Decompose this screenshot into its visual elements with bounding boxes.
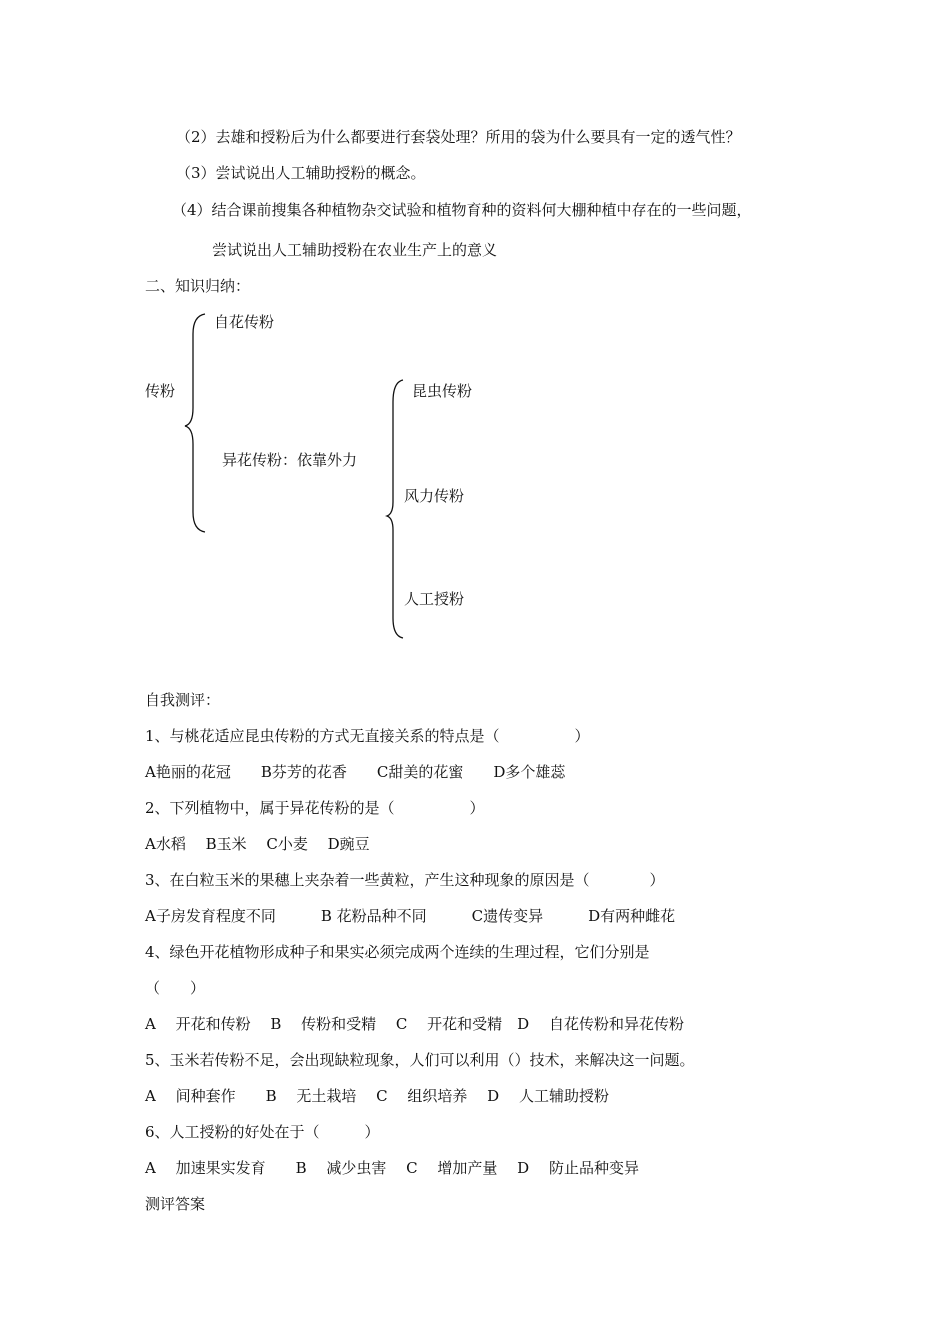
summary-root-label: 传粉 xyxy=(145,382,176,400)
quiz-1-question: 1、与桃花适应昆虫传粉的方式无直接关系的特点是（ ） xyxy=(145,727,590,745)
quiz-1-options: A艳丽的花冠 B芬芳的花香 C甜美的花蜜 D多个雄蕊 xyxy=(145,763,566,781)
quiz-3-options: A子房发育程度不同 B 花粉品种不同 C遗传变异 D有两种雌花 xyxy=(145,907,676,925)
quiz-6-options: A 加速果实发育 B 减少虫害 C 增加产量 D 防止品种变异 xyxy=(145,1159,639,1177)
quiz-heading: 自我测评： xyxy=(145,691,221,709)
quiz-2-options: A水稻 B玉米 C小麦 D豌豆 xyxy=(145,835,370,853)
question-3: （3）尝试说出人工辅助授粉的概念。 xyxy=(176,164,426,182)
quiz-3-question: 3、在白粒玉米的果穗上夹杂着一些黄粒，产生这种现象的原因是（ ） xyxy=(145,871,665,889)
quiz-4-question-cont: （ ） xyxy=(145,979,206,997)
summary-self-pollination: 自花传粉 xyxy=(214,313,275,331)
summary-brace-main xyxy=(183,312,213,534)
summary-artificial-pollination: 人工授粉 xyxy=(404,590,465,608)
question-4-line-2: 尝试说出人工辅助授粉在农业生产上的意义 xyxy=(212,241,498,259)
question-2: （2）去雄和授粉后为什么都要进行套袋处理？所用的袋为什么要具有一定的透气性？ xyxy=(176,128,741,146)
quiz-6-question: 6、人工授粉的好处在于（ ） xyxy=(145,1123,380,1141)
question-4-line-1: （4）结合课前搜集各种植物杂交试验和植物育种的资料何大棚种植中存在的一些问题， xyxy=(172,201,752,219)
summary-heading: 二、知识归纳： xyxy=(145,277,251,295)
quiz-2-question: 2、下列植物中，属于异花传粉的是（ ） xyxy=(145,799,485,817)
quiz-5-options: A 间种套作 B 无土栽培 C 组织培养 D 人工辅助授粉 xyxy=(145,1087,609,1105)
quiz-4-options: A 开花和传粉 B 传粉和受精 C 开花和受精 D 自花传粉和异花传粉 xyxy=(145,1015,684,1033)
summary-insect-pollination: 昆虫传粉 xyxy=(412,382,473,400)
answers-heading: 测评答案 xyxy=(145,1195,206,1213)
quiz-5-question: 5、玉米若传粉不足，会出现缺粒现象，人们可以利用（）技术，来解决这一问题。 xyxy=(145,1051,695,1069)
quiz-4-question: 4、绿色开花植物形成种子和果实必须完成两个连续的生理过程，它们分别是 xyxy=(145,943,650,961)
summary-wind-pollination: 风力传粉 xyxy=(404,487,465,505)
summary-cross-pollination: 异花传粉：依靠外力 xyxy=(222,451,358,469)
